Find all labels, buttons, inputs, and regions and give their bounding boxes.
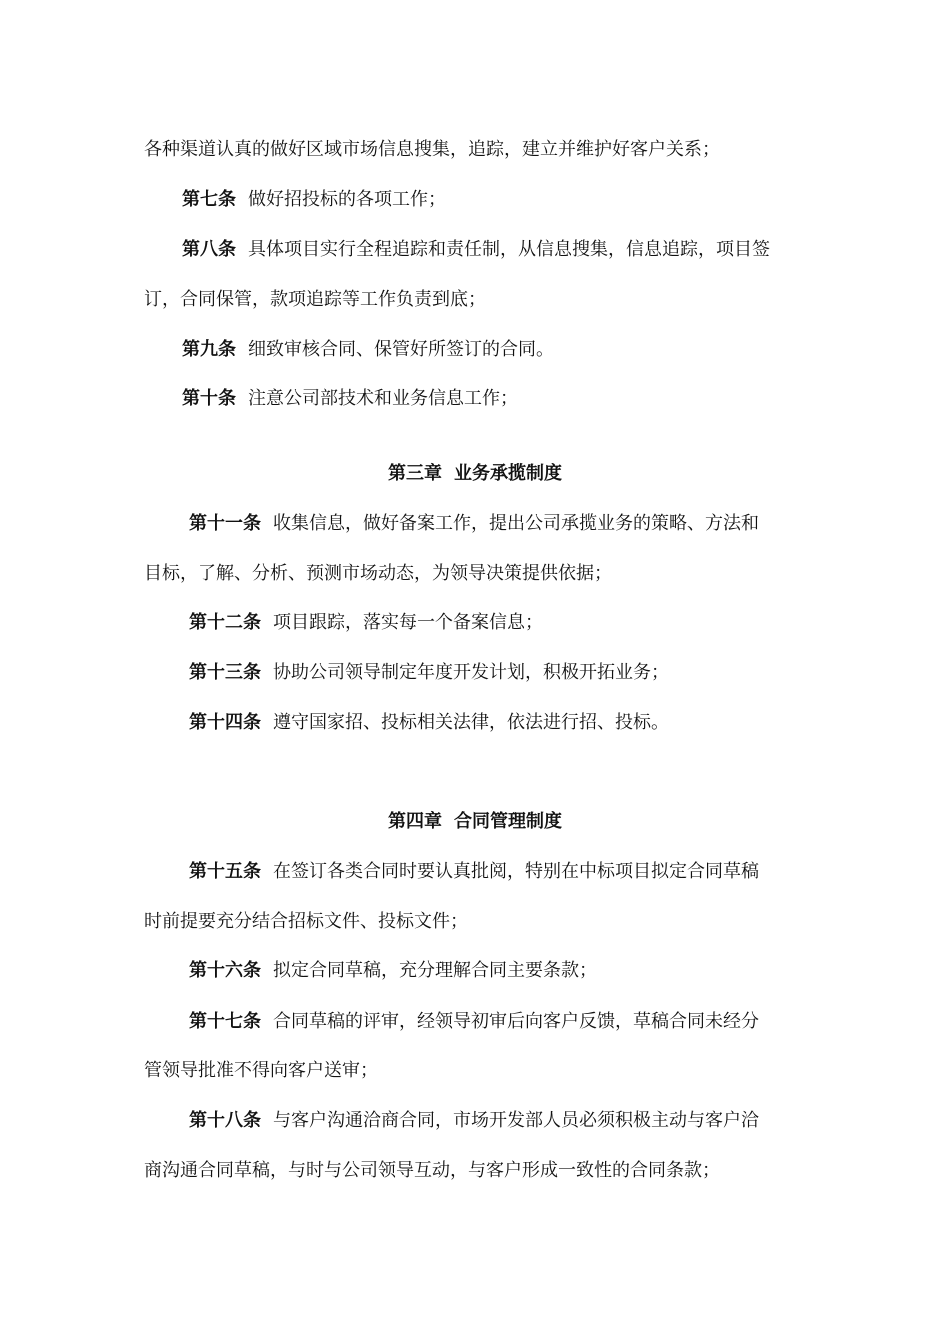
- chapter-number: 第三章: [388, 463, 442, 484]
- article-text: 拟定合同草稿，充分理解合同主要条款；: [273, 960, 597, 981]
- article-16: [189, 959, 814, 983]
- article-label: 第十三条: [189, 662, 261, 683]
- article-label: 第十八条: [189, 1110, 261, 1131]
- article-13: [189, 661, 814, 685]
- article-label: 第十四条: [189, 712, 261, 733]
- article-label: 第十条: [182, 388, 236, 409]
- article-label: 第十一条: [189, 513, 261, 534]
- article-text: 做好招投标的各项工作；: [248, 189, 446, 210]
- article-8-continuation: 订，合同保管，款项追踪等工作负责到底；: [144, 289, 486, 310]
- article-text: 协助公司领导制定年度开发计划，积极开拓业务；: [273, 662, 669, 683]
- article-text: 收集信息，做好备案工作，提出公司承揽业务的策略、方法和: [273, 513, 759, 534]
- article-label: 第十七条: [189, 1011, 261, 1032]
- chapter-title: 合同管理制度: [454, 811, 562, 832]
- article-18: [189, 1109, 814, 1133]
- article-11-continuation: 目标，了解、分析、预测市场动态，为领导决策提供依据；: [144, 563, 612, 584]
- chapter-title: 业务承揽制度: [454, 463, 562, 484]
- article-label: 第八条: [182, 239, 236, 260]
- article-label: 第十六条: [189, 960, 261, 981]
- article-14: [189, 711, 814, 735]
- article-10: [182, 387, 814, 411]
- article-8: [182, 238, 814, 262]
- article-label: 第十二条: [189, 612, 261, 633]
- article-text: 注意公司部技术和业务信息工作；: [248, 388, 518, 409]
- article-18-continuation: 商沟通合同草稿，与时与公司领导互动，与客户形成一致性的合同条款；: [144, 1160, 720, 1181]
- paragraph-continuation: 各种渠道认真的做好区域市场信息搜集，追踪，建立并维护好客户关系；: [144, 139, 720, 160]
- chapter-3-heading: [0, 462, 950, 486]
- article-text: 合同草稿的评审，经领导初审后向客户反馈，草稿合同未经分: [273, 1011, 759, 1032]
- article-text: 与客户沟通洽商合同，市场开发部人员必须积极主动与客户洽: [273, 1110, 759, 1131]
- chapter-number: 第四章: [388, 811, 442, 832]
- article-17: [189, 1010, 814, 1034]
- article-text: 细致审核合同、保管好所签订的合同。: [248, 339, 554, 360]
- article-15: [189, 860, 814, 884]
- article-9: [182, 338, 814, 362]
- chapter-4-heading: [0, 810, 950, 834]
- article-7: [182, 188, 814, 212]
- article-17-continuation: 管领导批准不得向客户送审；: [144, 1060, 378, 1081]
- article-text: 在签订各类合同时要认真批阅，特别在中标项目拟定合同草稿: [273, 861, 759, 882]
- article-12: [189, 611, 814, 635]
- article-11: [189, 512, 814, 536]
- article-text: 遵守国家招、投标相关法律，依法进行招、投标。: [273, 712, 669, 733]
- article-label: 第十五条: [189, 861, 261, 882]
- article-text: 项目跟踪，落实每一个备案信息；: [273, 612, 543, 633]
- article-label: 第七条: [182, 189, 236, 210]
- article-text: 具体项目实行全程追踪和责任制，从信息搜集，信息追踪，项目签: [248, 239, 770, 260]
- article-15-continuation: 时前提要充分结合招标文件、投标文件；: [144, 911, 468, 932]
- article-label: 第九条: [182, 339, 236, 360]
